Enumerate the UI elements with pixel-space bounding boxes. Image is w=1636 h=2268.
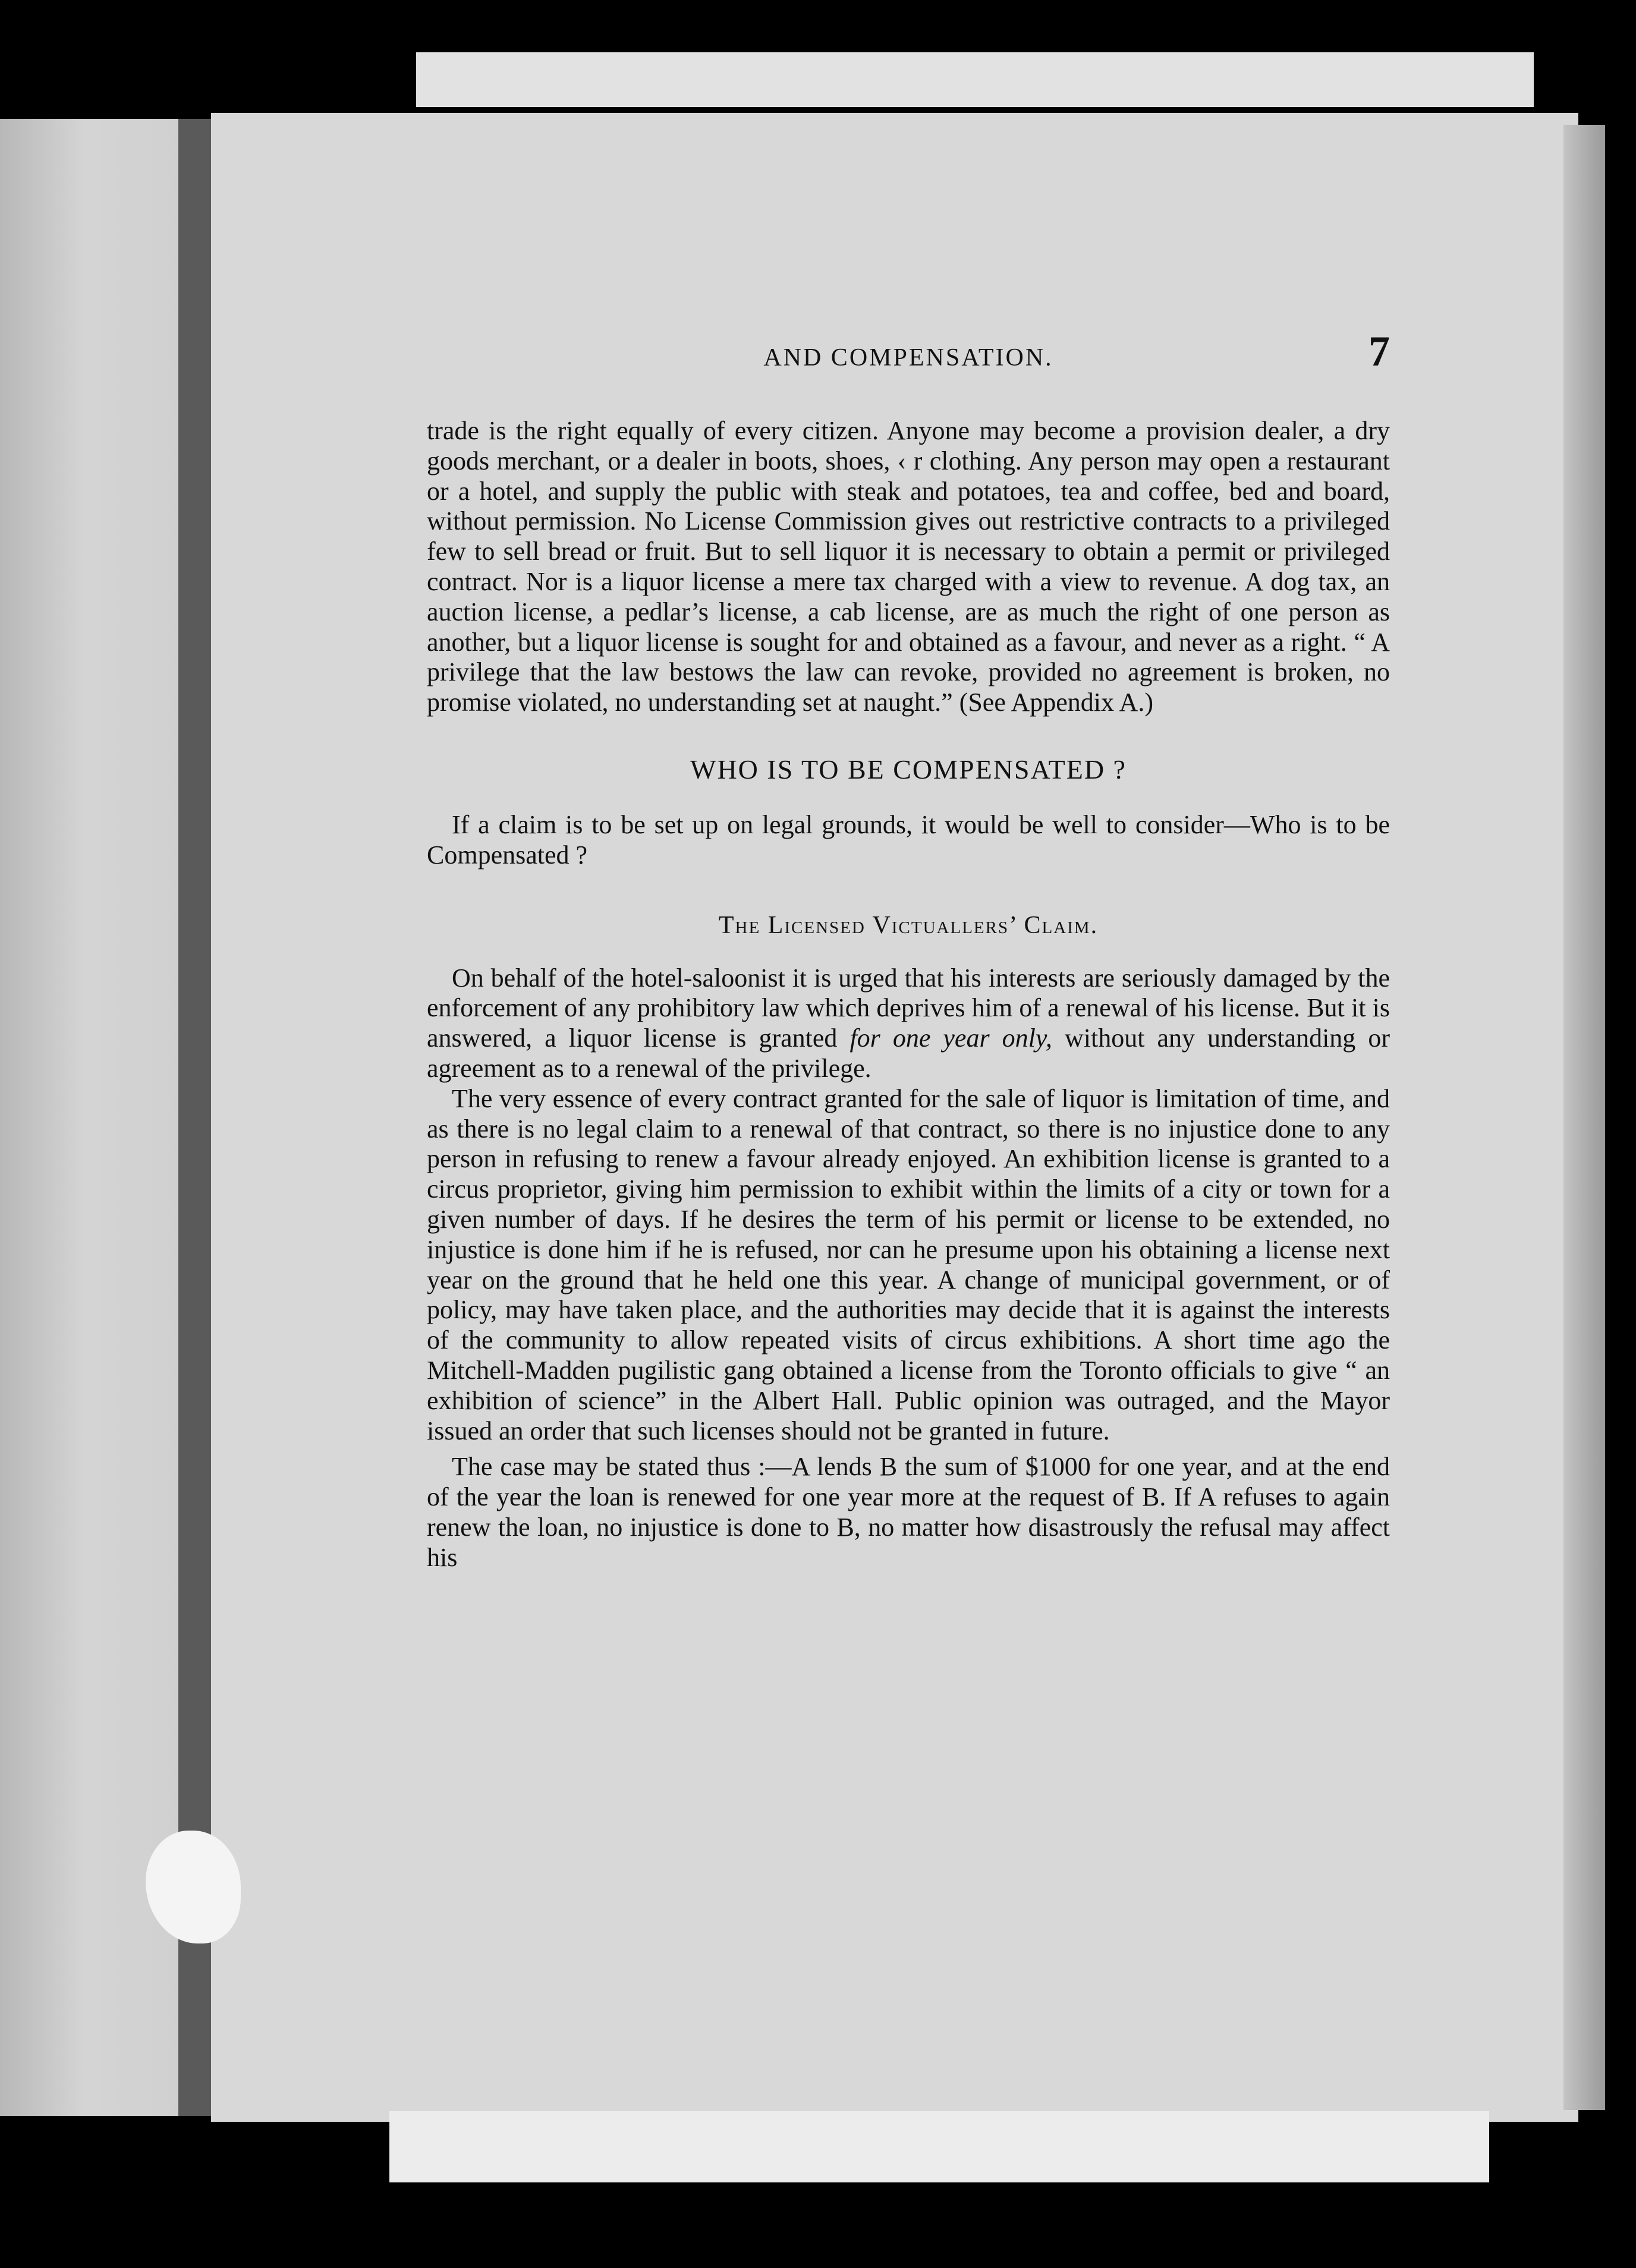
- paragraph-1: trade is the right equally of every citizen. Anyone may become a provision dealer, a dry goods merchant, or a dealer in boots, shoes, ‹ r clothing. Any person may open a restaurant or a hotel, and supply the public with steak and potatoes, tea and coffee, bed and board, without permission. No License Commission gives out restrictive contracts to a privileged few to sell bread or fruit. But to sell liquor it is necessary to obtain a permit or privileged contract. Nor is a liquor license a mere tax charged with a view to revenue. A dog tax, an auction license, a pedlar’s license, a cab license, are as much the right of one person as another, but a liquor license is sought for and obtained as a favour, and never as a right. “ A privilege that the law bestows the law can revoke, provided no agreement is broken, no promise violated, no understanding set at naught.” (See Appendix A.): [427, 416, 1390, 717]
- running-head: [427, 327, 1390, 380]
- paragraph-4: The very essence of every contract granted for the sale of liquor is limitation of time, and as there is no legal claim to a renewal of that contract, so there is no injustice done to any person in refusing to renew a favour already enjoyed. An exhibition license is granted to a circus proprietor, giving him permission to exhibit within the limits of a city or town for a given number of days. If he desires the term of his permit or license to be extended, no injustice is done him if he is refused, nor can he presume upon his obtaining a license next year on the ground that he held one this year. A change of municipal government, or of policy, may have taken place, and the authorities may decide that it is against the interests of the community to allow repeated visits of circus exhibitions. A short time ago the Mitchell-Madden pugilistic gang obtained a license from the Toronto officials to give “ an exhibition of science” in the Albert Hall. Public opinion was outraged, and the Mayor issued an order that such licenses should not be granted in future.: [427, 1083, 1390, 1445]
- subsection-heading: The Licensed Victuallers’ Claim.: [718, 911, 1099, 939]
- paragraph-3-text-a: On behalf of the hotel-saloonist it is urged that his interests are seriously damaged by the enforcement of any prohibitory law which deprives him of a renewal of his license. But it is answered, a liquor license is granted: [427, 963, 1390, 1053]
- section-heading: WHO IS TO BE COMPENSATED ?: [690, 754, 1127, 785]
- page-number: 7: [1368, 327, 1390, 375]
- paragraph-2: If a claim is to be set up on legal grounds, it would be well to consider—Who is to be Compensated ?: [427, 809, 1390, 870]
- paragraph-5: The case may be stated thus :—A lends B the sum of $1000 for one year, and at the end of the year the loan is renewed for one year more at the request of B. If A refuses to again renew the loan, no injustice is done to B, no matter how disastrously the refusal may affect his: [427, 1452, 1390, 1572]
- paragraph-3-italic: for one year only,: [850, 1023, 1052, 1053]
- paragraph-3: [427, 963, 1390, 1084]
- page-content: [427, 327, 1390, 1573]
- paragraph-3-text-b: without any understanding or agreement as to a renewal of the privilege.: [427, 1023, 1390, 1083]
- scan-border-top: [416, 52, 1534, 107]
- page-edge-shadow: [1563, 125, 1605, 2110]
- book-gutter: [178, 119, 214, 2116]
- scan-border-bottom: [389, 2111, 1489, 2182]
- running-head-title: AND COMPENSATION.: [763, 344, 1053, 371]
